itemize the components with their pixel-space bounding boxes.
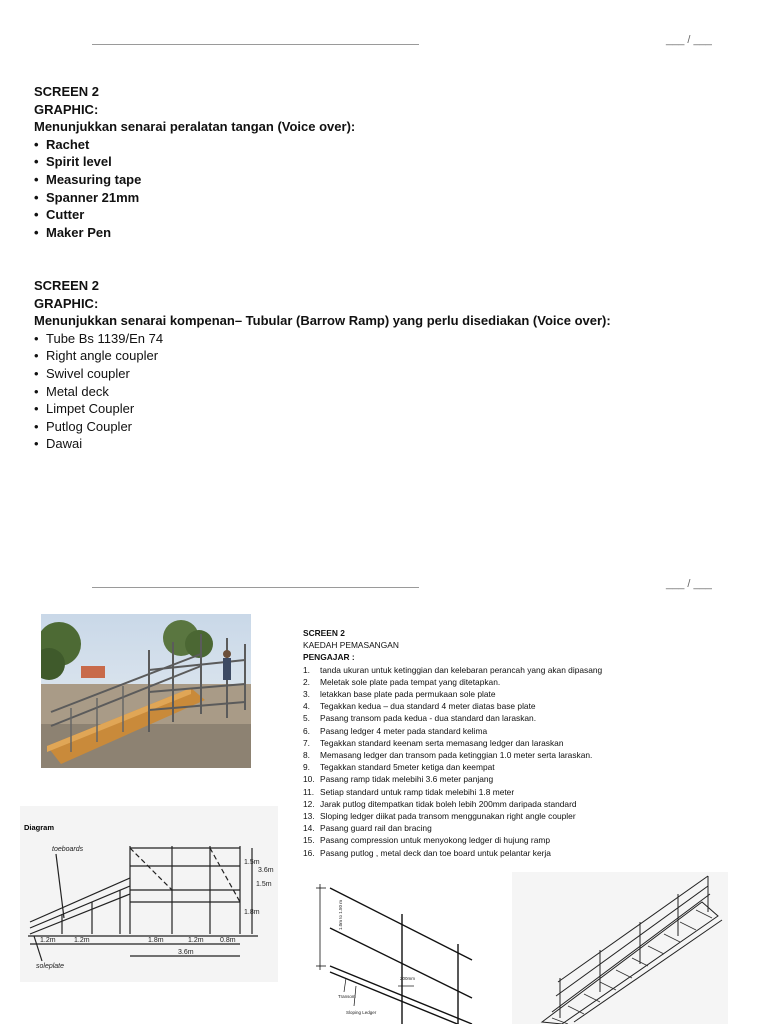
page2-header-rule — [92, 587, 419, 588]
list-item: • Putlog Coupler — [34, 418, 611, 436]
screen-label: SCREEN 2 — [303, 628, 345, 638]
step-item — [303, 798, 743, 810]
step-number: 1. — [303, 664, 310, 675]
step-number: 10. — [303, 774, 315, 785]
toeboards-label: toeboards — [52, 846, 84, 853]
step-text: letakkan base plate pada permukaan sole plate — [320, 689, 496, 700]
dim-label: 1.2m — [74, 937, 90, 944]
page2-page-marker: ___ / ___ — [666, 578, 712, 590]
step-number: 15. — [303, 835, 315, 846]
list-item: • Tube Bs 1139/En 74 — [34, 330, 611, 348]
step-item — [303, 749, 743, 761]
list-item: • Right angle coupler — [34, 347, 611, 365]
step-number: 8. — [303, 750, 310, 761]
dim-label: 1.2m — [40, 937, 56, 944]
step-item — [303, 712, 743, 724]
step-text: Pasang putlog , metal deck dan toe board untuk pelantar kerja — [320, 847, 551, 858]
step-text: Pasang transom pada kedua - dua standard dan laraskan. — [320, 713, 537, 724]
height-range-label: 1.0m to 1.50 m — [338, 899, 343, 930]
step-number: 9. — [303, 762, 310, 773]
step-text: Pasang ledger 4 meter pada standard kelima — [320, 725, 488, 736]
dim-label: 1.5m — [244, 859, 260, 866]
step-item — [303, 664, 743, 676]
section-heading: Menunjukkan senarai peralatan tangan (Voice over): — [34, 119, 356, 135]
dim-label: 1.2m — [188, 937, 204, 944]
gap-label: 200mm — [400, 976, 416, 981]
elevation-drawing — [20, 806, 278, 982]
step-item — [303, 761, 743, 773]
transom-label: Transom — [338, 994, 356, 999]
soleplate-label: soleplate — [36, 963, 65, 970]
instructor-label: PENGAJAR : — [303, 652, 355, 663]
installation-method — [303, 627, 743, 859]
step-text: Meletak sole plate pada tempat yang ditetapkan. — [320, 676, 501, 687]
step-text: Tegakkan standard keenam serta memasang ledger dan laraskan — [320, 737, 564, 748]
screen-label: SCREEN 2 — [34, 278, 100, 293]
step-number: 6. — [303, 725, 310, 736]
step-item — [303, 700, 743, 712]
dim-label: 1.5m — [256, 881, 272, 888]
step-number: 5. — [303, 713, 310, 724]
step-item — [303, 847, 743, 859]
list-item: • Spirit level — [34, 153, 355, 171]
isometric-drawing — [512, 872, 728, 1024]
step-text: Pasang compression untuk menyokong ledger di hujung ramp — [320, 835, 550, 846]
step-item — [303, 737, 743, 749]
step-text: Tegakkan standard 5meter ketiga dan keempat — [320, 762, 495, 773]
step-item — [303, 834, 743, 846]
graphic-label: GRAPHIC: — [34, 101, 99, 117]
step-number: 13. — [303, 811, 315, 822]
list-item: • Maker Pen — [34, 224, 355, 242]
step-item — [303, 688, 743, 700]
step-number: 11. — [303, 786, 315, 797]
step-number: 4. — [303, 701, 310, 712]
step-number: 14. — [303, 823, 315, 834]
step-number: 16. — [303, 847, 315, 858]
section-components — [34, 277, 611, 453]
section-hand-tools — [34, 83, 355, 241]
step-text: Pasang guard rail dan bracing — [320, 823, 432, 834]
dim-label: 3.6m — [258, 867, 274, 874]
ramp-scaffold-photo — [41, 614, 251, 768]
section-heading: Menunjukkan senarai kompenan– Tubular (Barrow Ramp) yang perlu disediakan (Voice over): — [34, 313, 611, 329]
components-list — [34, 330, 611, 453]
list-item: • Measuring tape — [34, 171, 355, 189]
step-item — [303, 822, 743, 834]
step-number: 3. — [303, 689, 310, 700]
step-text: Memasang ledger dan transom pada ketinggian 1.0 meter serta laraskan. — [320, 750, 593, 761]
sloping-ledger-label: Sloping Ledger — [346, 1010, 377, 1015]
photo-graphic — [41, 614, 251, 768]
step-item — [303, 773, 743, 785]
list-item: • Limpet Coupler — [34, 400, 611, 418]
step-number: 7. — [303, 737, 310, 748]
detail-drawing — [306, 874, 478, 1024]
diagram-title: Diagram — [24, 823, 55, 832]
ramp-elevation-diagram — [20, 806, 278, 982]
ramp-isometric-drawing — [512, 872, 728, 1024]
list-item: • Dawai — [34, 435, 611, 453]
sloping-ledger-detail-drawing — [306, 874, 478, 1024]
steps-list — [303, 664, 743, 859]
dim-label: 3.6m — [178, 949, 194, 956]
step-item — [303, 786, 743, 798]
step-number: 12. — [303, 798, 315, 809]
graphic-label: GRAPHIC: — [34, 295, 99, 311]
list-item: • Rachet — [34, 136, 355, 154]
page1-header-rule — [92, 44, 419, 45]
step-text: Sloping ledger diikat pada transom menggunakan right angle coupler — [320, 811, 576, 822]
list-item: • Swivel coupler — [34, 365, 611, 383]
step-number: 2. — [303, 676, 310, 687]
screen-label: SCREEN 2 — [34, 84, 100, 99]
step-item — [303, 676, 743, 688]
method-title: KAEDAH PEMASANGAN — [303, 640, 399, 651]
step-text: Tegakkan kedua – dua standard 4 meter diatas base plate — [320, 701, 536, 712]
dim-label: 0.8m — [220, 937, 236, 944]
step-text: Jarak putlog ditempatkan tidak boleh lebih 200mm daripada standard — [320, 798, 577, 809]
step-item — [303, 725, 743, 737]
list-item: • Metal deck — [34, 383, 611, 401]
step-text: Pasang ramp tidak melebihi 3.6 meter panjang — [320, 774, 494, 785]
list-item: • Spanner 21mm — [34, 189, 355, 207]
dim-label: 1.8m — [244, 909, 260, 916]
step-item — [303, 810, 743, 822]
step-text: tanda ukuran untuk ketinggian dan kelebaran perancah yang akan dipasang — [320, 664, 603, 675]
hand-tools-list — [34, 136, 355, 242]
dim-label: 1.8m — [148, 937, 164, 944]
page1-page-marker: ___ / ___ — [666, 34, 712, 46]
list-item: • Cutter — [34, 206, 355, 224]
step-text: Setiap standard untuk ramp tidak melebihi 1.8 meter — [320, 786, 515, 797]
